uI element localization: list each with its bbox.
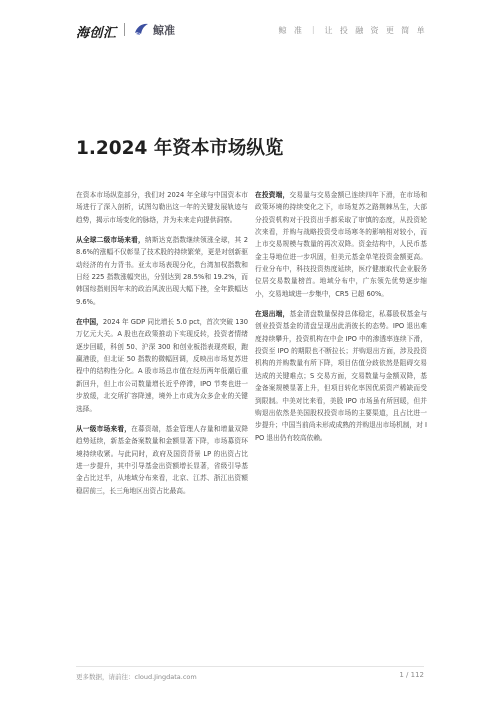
page-number: 1 / 112 — [399, 671, 424, 679]
china-market-paragraph: 在中国，2024 年 GDP 同比增长 5.0 pct，首次突破 130 万亿元大关。A 股也在政策推动下实现反转，投资者情绪逐步回暖，科创 50、沪深 300 和创业板指表现亮眼，跑赢港股，但北证 50 指数的微幅回调，反映出市场复苏进程中的结构性分化。A 股市场总市值在经历两年低潮后重新回升，但上市公司数量增长近乎停滞，IPO 节奏也进一步放缓，北交所扩容降速，境外上市成为众多企业的关键选择。 — [76, 318, 248, 413]
left-column — [76, 189, 248, 505]
haichuanghui-logo: 海创汇 — [76, 26, 117, 41]
logo-divider — [124, 23, 125, 36]
page-header — [0, 0, 500, 56]
paragraph-lead: 在中国， — [76, 318, 103, 327]
section-title: 1.2024 年资本市场纵览 — [76, 138, 284, 159]
intro-paragraph: 在资本市场纵览部分，我们对 2024 年全球与中国资本市场进行了深入剖析，试图勾勒出这一年的关键发展轨迹与趋势，揭示市场变化的脉络，并为未来走向提供洞察。 — [76, 191, 248, 224]
footer-source-link[interactable]: 更多数据，请前往：cloud.Jingdata.com — [76, 673, 197, 681]
investment-paragraph: 在投资端，交易量与交易金额已连续四年下滑，在市场和政策环境的持续变化之下，市场复苏之路荆棘丛生，大部分投资机构对于投资出手都采取了审慎的态度，从投资轮次来看，并购与战略投资受市场寒冬的影响相对较小，而上市交易规模与数量的再次双降。资金结构中，人民币基金主导地位进一步巩固，但美元基金单笔投资金额更高。行业分布中，科技投资热度延续，医疗健康取代企业服务位居交易数量榜首。地域分布中，广东领先优势逐步缩小，交易地域进一步集中，CR5 已超 60%。 — [255, 191, 428, 298]
exit-paragraph: 在退出端，基金清盘数量保持总体稳定，私募股权基金与创业投资基金的清盘呈现出此消彼长的态势。IPO 退出难度持续攀升，投资机构在中企 IPO 中的渗透率连续下滑，投资至 IPO 的期限也不断拉长；并购退出方面，涉及投资机构的并购数量有所下降，项目估值分歧依然是阻碍交易达成的关键难点；S 交易方面，交易数量与金额双降，基金备案规模显著上升，但项目转化率因优质资产稀缺而受到限制。中美对比来看，美股 IPO 市场虽有所回暖，但并购退出依然是美国股权投资市场的主要渠道，且占比进一步提升；中国当前尚未形成成熟的并购退出市场机制，对 IPO 退出仍有较高依赖。 — [255, 310, 428, 442]
jingzhun-logo-text: 鲸准 — [153, 24, 175, 37]
paragraph-lead: 从全球二级市场来看， — [76, 236, 145, 245]
right-column — [255, 189, 427, 452]
primary-market-paragraph: 从一级市场来看，在募资端，基金管理人存量和增量双降趋势延续，新基金备案数量和金额显著下降，市场募资环境持续收紧。与此同时，政府及国资背景 LP 的出资占比进一步提升，其中引导基金出资额增长显著，省级引导基金占比过半，从地域分布来看，北京、江苏、浙江出资額稳居前三，长三角地区出资占比最高。 — [76, 424, 249, 495]
paragraph-lead: 在退出端， — [255, 310, 290, 319]
whale-icon — [134, 22, 149, 36]
header-tagline: 鲸 准 ｜ 让 投 融 资 更 简 单 — [278, 26, 427, 35]
footer-divider — [76, 666, 424, 667]
paragraph-lead: 在投资端， — [255, 191, 290, 199]
global-secondary-market-paragraph: 从全球二级市场来看，纳斯达克指数继续领涨全球，其 28.6%的涨幅不仅彰显了技术股的持续繁荣，更是对创新驱动经济的有力背书。亚太市场表现分化，台湾加权指数和日经 225 指数涨幅突出，分别达到 28.5%和 19.2%，而韩国综指则因年末的政治风波出现大幅下挫，全年跌幅达 9.6%。 — [76, 236, 248, 306]
paragraph-lead: 从一级市场来看， — [76, 424, 132, 433]
